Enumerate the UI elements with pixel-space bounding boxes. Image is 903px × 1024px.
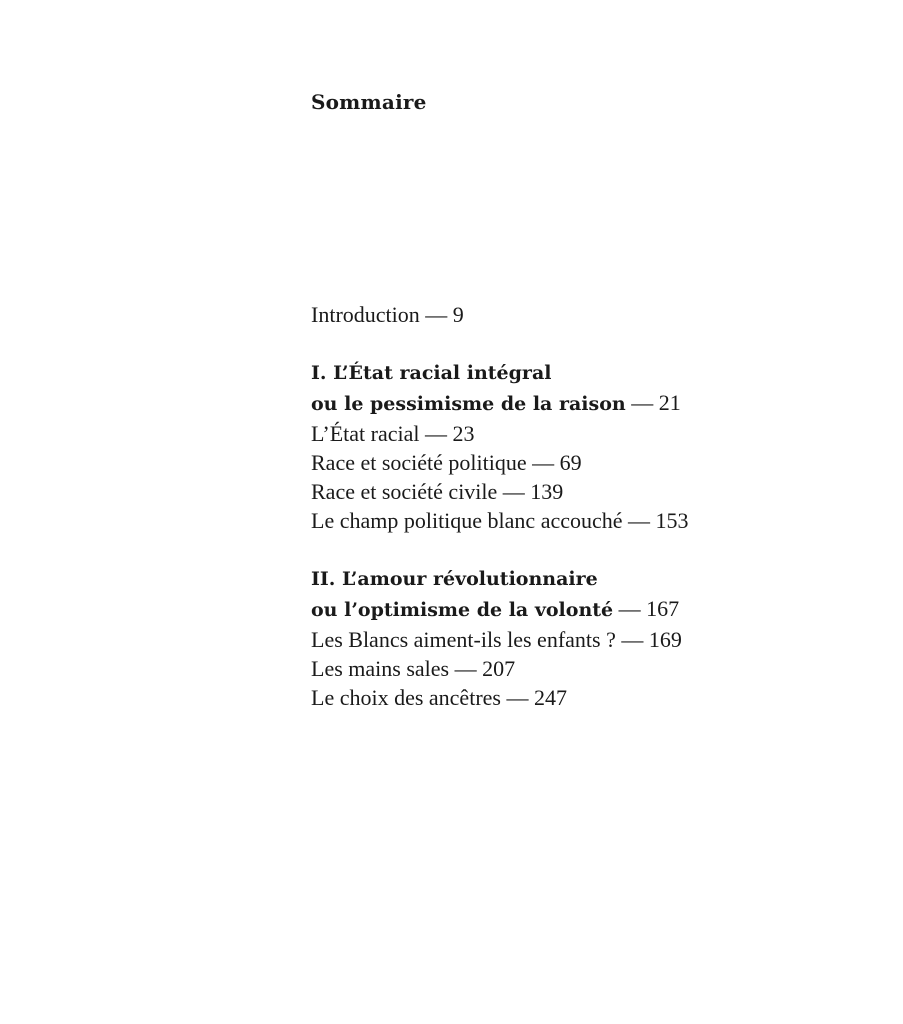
part-title-line1: II. L’amour révolutionnaire	[311, 568, 598, 590]
part-title-line2: ou l’optimisme de la volonté	[311, 599, 614, 621]
entry-page: — 153	[628, 508, 689, 533]
entry-page: — 23	[425, 421, 475, 446]
entry-label: L’État racial	[311, 421, 420, 446]
entry-page: — 21	[631, 390, 681, 415]
toc-entry[interactable]	[311, 477, 871, 506]
part-title-line1: I. L’État racial intégral	[311, 362, 552, 384]
entry-page: — 9	[425, 302, 464, 327]
part-title-line2: ou le pessimisme de la raison	[311, 393, 626, 415]
entry-page: — 169	[621, 627, 682, 652]
entry-page: — 139	[502, 479, 564, 504]
entry-page: — 247	[506, 685, 567, 710]
table-of-contents	[311, 300, 871, 712]
entry-page: — 69	[532, 450, 582, 475]
entry-label: Race et société politique	[311, 450, 527, 475]
entry-label: Race et société civile	[311, 479, 498, 504]
toc-entry[interactable]	[311, 506, 871, 535]
part-heading[interactable]	[311, 388, 871, 419]
toc-entry[interactable]	[311, 654, 871, 683]
entry-page: — 167	[618, 596, 680, 621]
toc-entry[interactable]	[311, 419, 871, 448]
toc-entry-introduction[interactable]	[311, 300, 871, 329]
entry-label: Le champ politique blanc accouché	[311, 508, 623, 533]
entry-label: Les Blancs aiment-ils les enfants ?	[311, 627, 616, 652]
entry-label: Les mains sales	[311, 656, 450, 681]
entry-label: Introduction	[311, 302, 420, 327]
part-heading[interactable]	[311, 563, 871, 594]
entry-label: Le choix des ancêtres	[311, 685, 501, 710]
page-title: Sommaire	[311, 90, 427, 114]
toc-entry[interactable]	[311, 625, 871, 654]
toc-entry[interactable]	[311, 448, 871, 477]
entry-page: — 207	[454, 656, 516, 681]
toc-entry[interactable]	[311, 683, 871, 712]
part-heading[interactable]	[311, 594, 871, 625]
part-heading[interactable]	[311, 357, 871, 388]
